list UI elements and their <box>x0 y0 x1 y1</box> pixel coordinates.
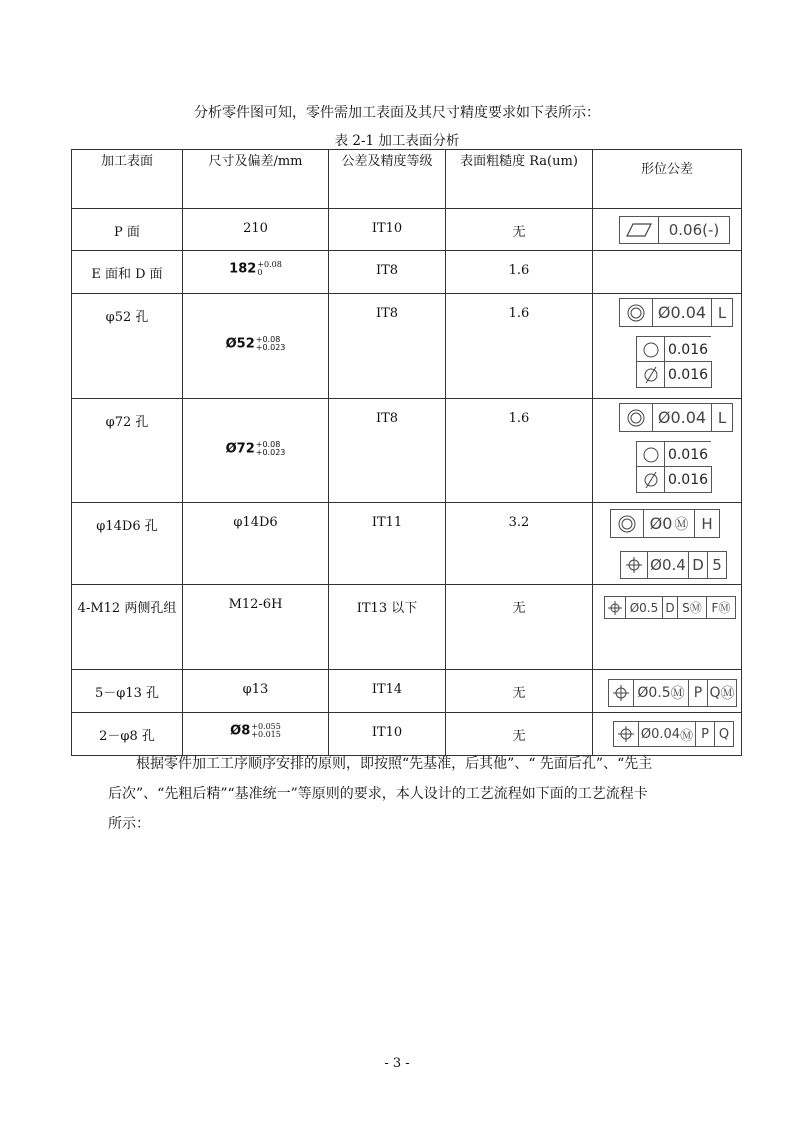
cell-dimension: Ø52 +0.08 +0.023 <box>183 294 329 399</box>
datum-ref: H <box>701 514 713 533</box>
diameter-icon: Ø <box>637 685 649 701</box>
cell-grade: IT8 <box>329 399 446 503</box>
diameter-icon: Ø <box>657 408 671 427</box>
body-paragraph <box>108 749 708 839</box>
cell-tolerance <box>593 294 742 399</box>
table-row <box>72 585 742 670</box>
header-tolerance-label: 形位公差 <box>640 162 693 177</box>
position-frame <box>613 721 734 747</box>
cell-surface: P 面 <box>72 209 183 251</box>
cylindricity-icon <box>637 362 665 387</box>
datum-ref: D <box>689 552 708 578</box>
cell-surface: 2－φ8 孔 <box>72 713 183 756</box>
table-row <box>72 251 742 294</box>
cell-surface: φ72 孔 <box>72 399 183 503</box>
header-surface: 加工表面 <box>72 150 183 209</box>
cell-roughness: 无 <box>446 670 593 713</box>
cylindricity-value: 0.016 <box>667 471 709 488</box>
mmc-icon: Ⓜ <box>674 516 689 533</box>
cell-tolerance <box>593 670 742 713</box>
position-icon <box>614 722 639 746</box>
concentricity-value: Ø 0.04 <box>653 404 712 431</box>
cell-grade: IT13 以下 <box>329 585 446 670</box>
flatness-value: 0.06(-) <box>668 221 720 239</box>
circularity-icon <box>637 337 665 362</box>
cylindricity-frame <box>636 361 712 388</box>
table-row <box>72 294 742 399</box>
cell-dimension: M12-6H <box>183 585 329 670</box>
diameter-icon: Ø <box>640 726 652 742</box>
cell-tolerance <box>593 503 742 585</box>
cell-grade: IT10 <box>329 209 446 251</box>
table-row <box>72 503 742 585</box>
cell-roughness: 无 <box>446 585 593 670</box>
position-value: Ø 0.5 Ⓜ <box>634 680 689 706</box>
paragraph-line: 所示： <box>108 816 150 832</box>
cell-grade: IT10 <box>329 713 446 756</box>
position-icon <box>621 552 648 578</box>
circularity-frame <box>636 336 711 363</box>
cell-grade: IT11 <box>329 503 446 585</box>
cylindricity-value: 0.016 <box>667 366 709 383</box>
diameter-icon: Ø <box>657 303 671 322</box>
table-header-row <box>72 150 742 209</box>
datum-ref: 5 <box>712 556 722 574</box>
table-caption: 表 2-1 加工表面分析 <box>334 133 460 149</box>
diameter-icon: Ø <box>649 514 663 533</box>
position-value: Ø 0.04 Ⓜ <box>639 722 696 746</box>
datum-ref: L <box>717 303 727 322</box>
surface-analysis-table <box>71 149 742 756</box>
position-frame <box>608 679 737 707</box>
position-frame <box>620 551 727 579</box>
circularity-frame <box>636 441 711 468</box>
cell-dimension: 210 <box>183 209 329 251</box>
paragraph-line: 后次”、“先粗后精”“基准统一”等原则的要求，本人设计的工艺流程如下面的工艺流程卡 <box>108 786 648 802</box>
datum-ref: L <box>717 408 727 427</box>
cell-dimension: φ14D6 <box>183 503 329 585</box>
page-number: - 3 - <box>384 1056 410 1071</box>
circularity-icon <box>637 442 665 467</box>
concentricity-icon <box>620 299 653 326</box>
cell-surface: φ52 孔 <box>72 294 183 399</box>
position-icon <box>605 597 626 618</box>
cell-tolerance <box>593 585 742 670</box>
cell-roughness: 无 <box>446 713 593 756</box>
diameter-icon: Ø <box>650 556 662 574</box>
position-value: Ø 0.5 <box>626 597 663 618</box>
datum-ref: Q Ⓜ <box>709 685 735 702</box>
diameter-icon: Ø <box>629 600 640 615</box>
datum-ref: Q <box>718 726 730 742</box>
cell-grade: IT8 <box>329 294 446 399</box>
mmc-icon: Ⓜ <box>680 728 694 744</box>
cell-tolerance <box>593 209 742 251</box>
cell-surface: 5－φ13 孔 <box>72 670 183 713</box>
parallelogram-icon <box>620 217 659 243</box>
cell-tolerance <box>593 399 742 503</box>
datum-ref: P <box>689 680 708 706</box>
mmc-icon: Ⓜ <box>718 601 731 615</box>
position-value: Ø 0.4 <box>648 552 689 578</box>
cell-dimension: φ13 <box>183 670 329 713</box>
datum-ref: P <box>696 722 715 746</box>
header-tolerance <box>593 150 742 209</box>
cell-dimension: Ø72 +0.08 +0.023 <box>183 399 329 503</box>
concentricity-icon <box>611 510 644 537</box>
circularity-value: 0.016 <box>667 446 709 463</box>
mmc-icon: Ⓜ <box>720 686 735 702</box>
table-row <box>72 670 742 713</box>
circularity-value: 0.016 <box>667 341 709 358</box>
header-roughness: 表面粗糙度 Ra(um) <box>446 150 593 209</box>
cell-dimension: Ø8 +0.055 +0.015 <box>183 713 329 756</box>
cell-grade: IT14 <box>329 670 446 713</box>
cell-roughness: 无 <box>446 209 593 251</box>
table-row <box>72 399 742 503</box>
mmc-icon: Ⓜ <box>689 601 702 615</box>
cell-tolerance <box>593 251 742 294</box>
header-dimension: 尺寸及偏差/mm <box>183 150 329 209</box>
cell-roughness: 1.6 <box>446 251 593 294</box>
cylindricity-frame <box>636 466 712 493</box>
intro-text: 分析零件图可知，零件需加工表面及其尺寸精度要求如下表所示： <box>194 105 600 121</box>
cell-surface: φ14D6 孔 <box>72 503 183 585</box>
concentricity-frame <box>619 298 733 327</box>
flatness-frame <box>619 216 730 244</box>
datum-ref: D <box>663 597 678 618</box>
concentricity-value: Ø 0 Ⓜ <box>644 510 695 537</box>
cell-surface: E 面和 D 面 <box>72 251 183 294</box>
table-row <box>72 209 742 251</box>
cell-dimension: 182 +0.08 0 <box>183 251 329 294</box>
cell-roughness: 3.2 <box>446 503 593 585</box>
cell-roughness: 1.6 <box>446 294 593 399</box>
position-frame <box>604 596 736 619</box>
datum-ref: F Ⓜ <box>711 600 731 615</box>
datum-ref: S Ⓜ <box>678 597 707 618</box>
cell-grade: IT8 <box>329 251 446 294</box>
mmc-icon: Ⓜ <box>670 686 685 702</box>
concentricity-frame <box>619 403 733 432</box>
concentricity-icon <box>620 404 653 431</box>
cell-surface: 4-M12 两侧孔组 <box>72 585 183 670</box>
concentricity-frame <box>610 509 720 538</box>
concentricity-value: Ø 0.04 <box>653 299 712 326</box>
paragraph-line: 根据零件加工工序顺序安排的原则，即按照“先基准，后其他”、“ 先面后孔”、“先主 <box>136 756 653 772</box>
cell-roughness: 1.6 <box>446 399 593 503</box>
header-grade: 公差及精度等级 <box>329 150 446 209</box>
position-icon <box>609 680 634 706</box>
cylindricity-icon <box>637 467 665 492</box>
